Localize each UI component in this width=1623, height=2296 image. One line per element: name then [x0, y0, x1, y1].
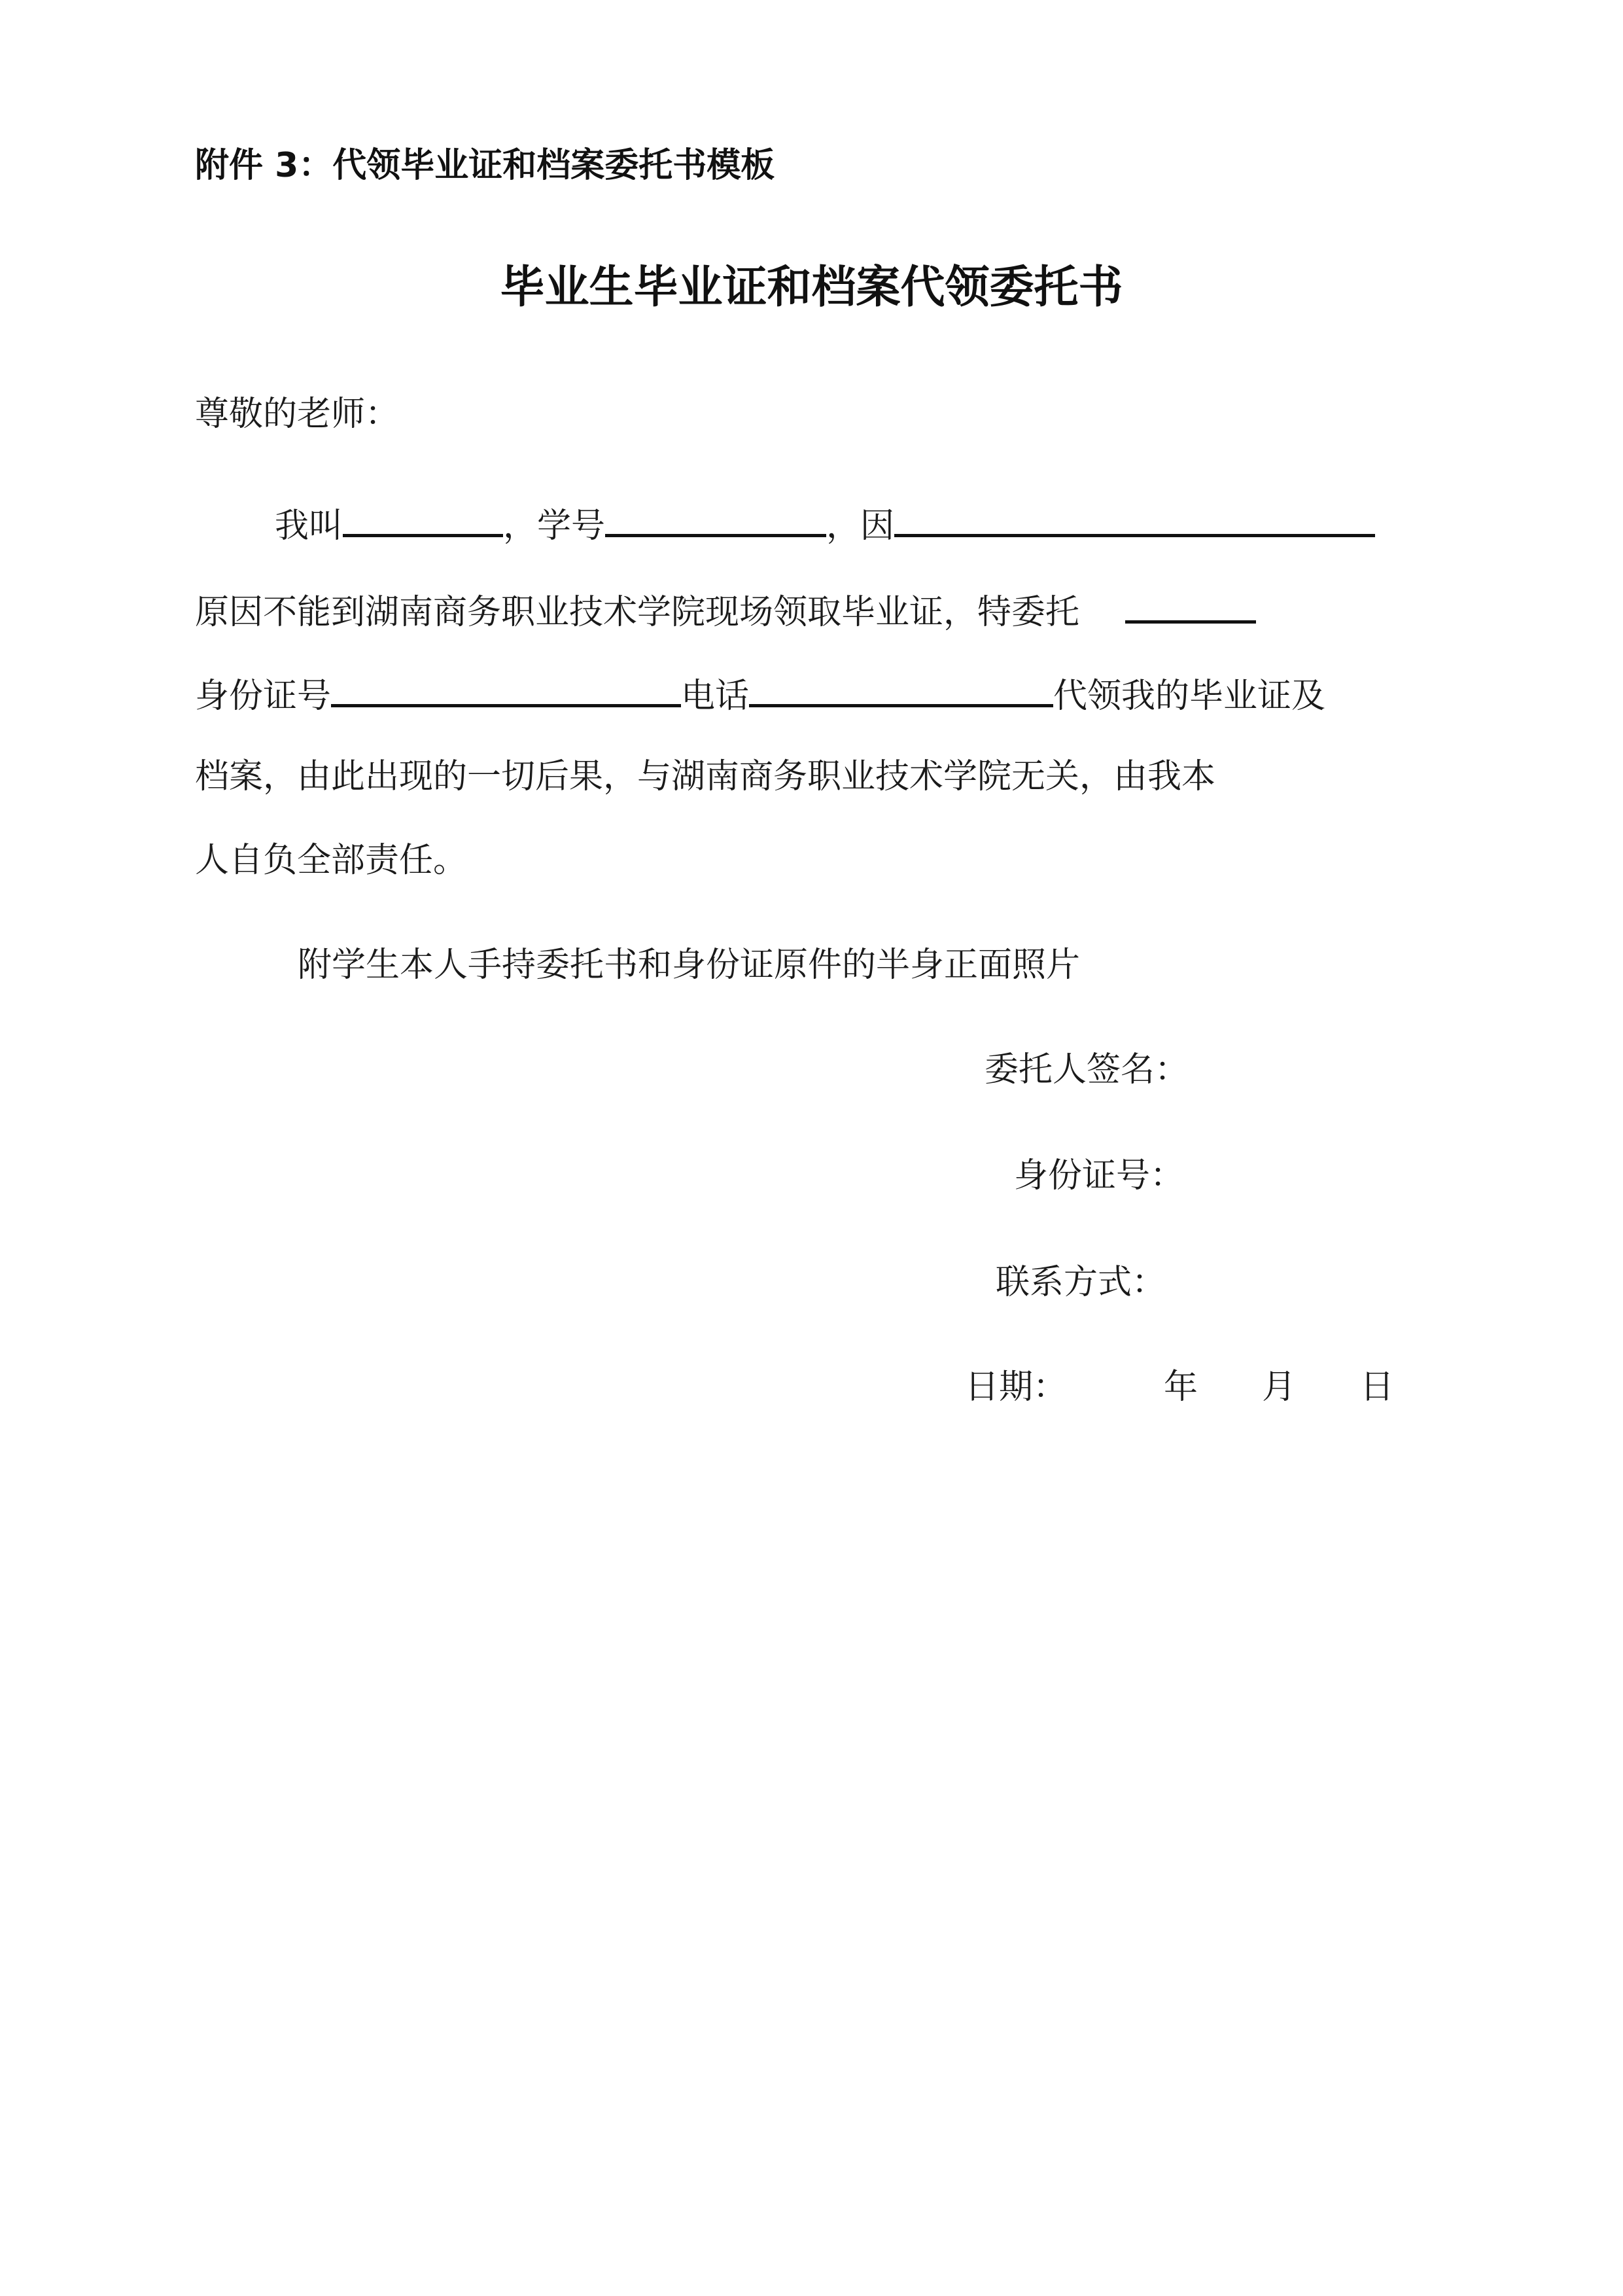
paragraph-line-4: 档案，由此出现的一切后果，与湖南商务职业技术学院无关，由我本: [195, 757, 1216, 796]
paragraph-line-1: [275, 497, 1375, 549]
month-label: 月: [1262, 1368, 1297, 1407]
salutation: 尊敬的老师：: [195, 395, 400, 434]
name-blank[interactable]: [343, 497, 503, 537]
attachment-title: 附件 3：代领毕业证和档案委托书模板: [195, 146, 775, 185]
proxy-phone-blank[interactable]: [749, 667, 1053, 707]
date-line: [965, 1364, 1394, 1410]
paragraph-line-3: [195, 667, 1325, 719]
student-id-prefix: ，学号: [503, 506, 606, 546]
contact-label: 联系方式：: [996, 1263, 1166, 1302]
proxy-id-blank[interactable]: [331, 667, 681, 707]
reason-prefix: ，因: [826, 506, 895, 546]
signer-label: 委托人签名：: [985, 1050, 1189, 1089]
id-number-label: 身份证号：: [1014, 1156, 1185, 1195]
paragraph-line-5: 人自负全部责任。: [195, 841, 468, 880]
paragraph-line-2: [195, 584, 1256, 635]
name-prefix: 我叫: [275, 506, 343, 546]
proxy-id-prefix: 身份证号: [195, 677, 332, 716]
proxy-name-blank[interactable]: [1125, 584, 1256, 624]
paragraph-line-3-suffix: 代领我的毕业证及: [1053, 677, 1326, 716]
student-id-blank[interactable]: [605, 497, 826, 537]
day-label: 日: [1360, 1368, 1395, 1407]
paragraph-line-2-text: 原因不能到湖南商务职业技术学院现场领取毕业证，特委托: [195, 593, 1080, 632]
year-label: 年: [1164, 1368, 1198, 1407]
document-title: 毕业生毕业证和档案代领委托书: [500, 262, 1123, 313]
date-label: 日期：: [965, 1368, 1068, 1407]
photo-note: 附学生本人手持委托书和身份证原件的半身正面照片: [298, 945, 1081, 985]
reason-blank[interactable]: [894, 497, 1375, 537]
proxy-phone-prefix: 电话: [681, 677, 750, 716]
